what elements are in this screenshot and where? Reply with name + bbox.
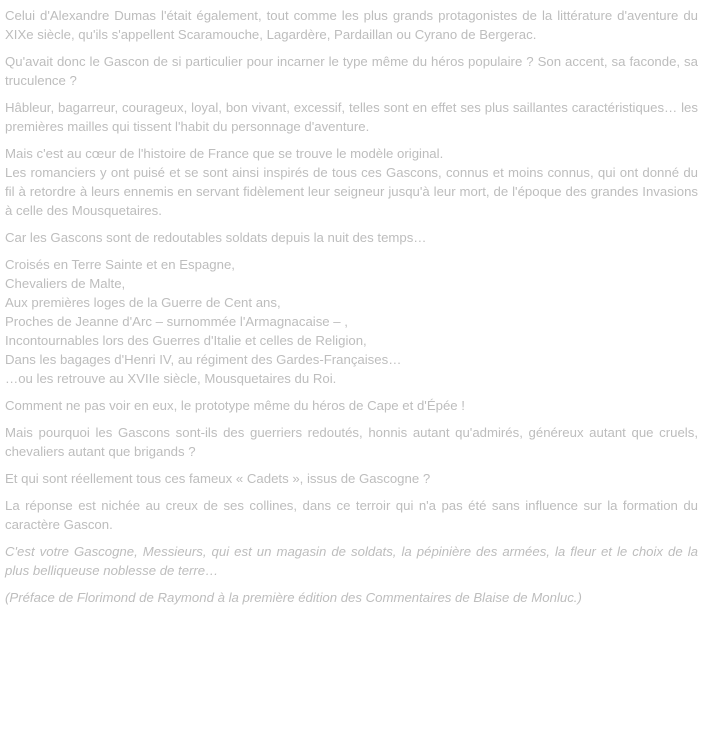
paragraph-prototype: Comment ne pas voir en eux, le prototype même du héros de Cape et d'Épée ! xyxy=(5,398,465,413)
paragraph-quote xyxy=(5,542,698,580)
citation-text: (Préface de Florimond de Raymond à la première édition des Commentaires de Blaise de Monluc.) xyxy=(5,590,582,605)
paragraph-traits: Hâbleur, bagarreur, courageux, loyal, bon vivant, excessif, telles sont en effet ses plus saillantes caractéristiques… les premières mailles qui tissent l'habit du personnage d'aventure. xyxy=(5,100,698,134)
paragraph-why: Mais pourquoi les Gascons sont-ils des guerriers redoutés, honnis autant qu'admirés, généreux autant que cruels, chevaliers autant que brigands ? xyxy=(5,425,698,459)
list-item: Aux premières loges de la Guerre de Cent ans, xyxy=(5,295,281,310)
list-item: …ou les retrouve au XVIIe siècle, Mousquetaires du Roi. xyxy=(5,371,337,386)
list-item: Croisés en Terre Sainte et en Espagne, xyxy=(5,257,235,272)
paragraph-cadets: Et qui sont réellement tous ces fameux « Cadets », issus de Gascogne ? xyxy=(5,471,431,486)
list-item: Dans les bagages d'Henri IV, au régiment des Gardes-Françaises… xyxy=(5,352,402,367)
paragraph-intro: Celui d'Alexandre Dumas l'était également, tout comme les plus grands protagonistes de la littérature d'aventure du XIXe siècle, qu'ils s'appellent Scaramouche, Lagardère, Pardaillan ou Cyrano de Bergerac. xyxy=(5,8,698,42)
paragraph-citation xyxy=(5,588,698,607)
list-item: Chevaliers de Malte, xyxy=(5,276,126,291)
paragraph-soldiers: Car les Gascons sont de redoutables soldats depuis la nuit des temps… xyxy=(5,230,427,245)
list-item: Incontournables lors des Guerres d'Italie et celles de Religion, xyxy=(5,333,367,348)
history-line-2: Les romanciers y ont puisé et se sont ainsi inspirés de tous ces Gascons, connus et moins connus, qui ont donné du fil à retordre à leurs ennemis en servant fidèlement leur seigneur jusqu'à leur mort, de l'époque des grandes Invasions à celle des Mousquetaires. xyxy=(5,165,698,218)
history-line-1: Mais c'est au cœur de l'histoire de France que se trouve le modèle original. xyxy=(5,146,444,161)
paragraph-question: Qu'avait donc le Gascon de si particulier pour incarner le type même du héros populaire ? Son accent, sa faconde, sa truculence ? xyxy=(5,54,698,88)
paragraph-history xyxy=(5,144,698,220)
paragraph-answer: La réponse est nichée au creux de ses collines, dans ce terroir qui n'a pas été sans influence sur la formation du caractère Gascon. xyxy=(5,498,698,532)
list-item: Proches de Jeanne d'Arc – surnommée l'Armagnacaise – , xyxy=(5,314,348,329)
history-list xyxy=(5,255,698,388)
quote-text: C'est votre Gascogne, Messieurs, qui est un magasin de soldats, la pépinière des armées, la fleur et le choix de la plus belliqueuse noblesse de terre… xyxy=(5,544,698,578)
